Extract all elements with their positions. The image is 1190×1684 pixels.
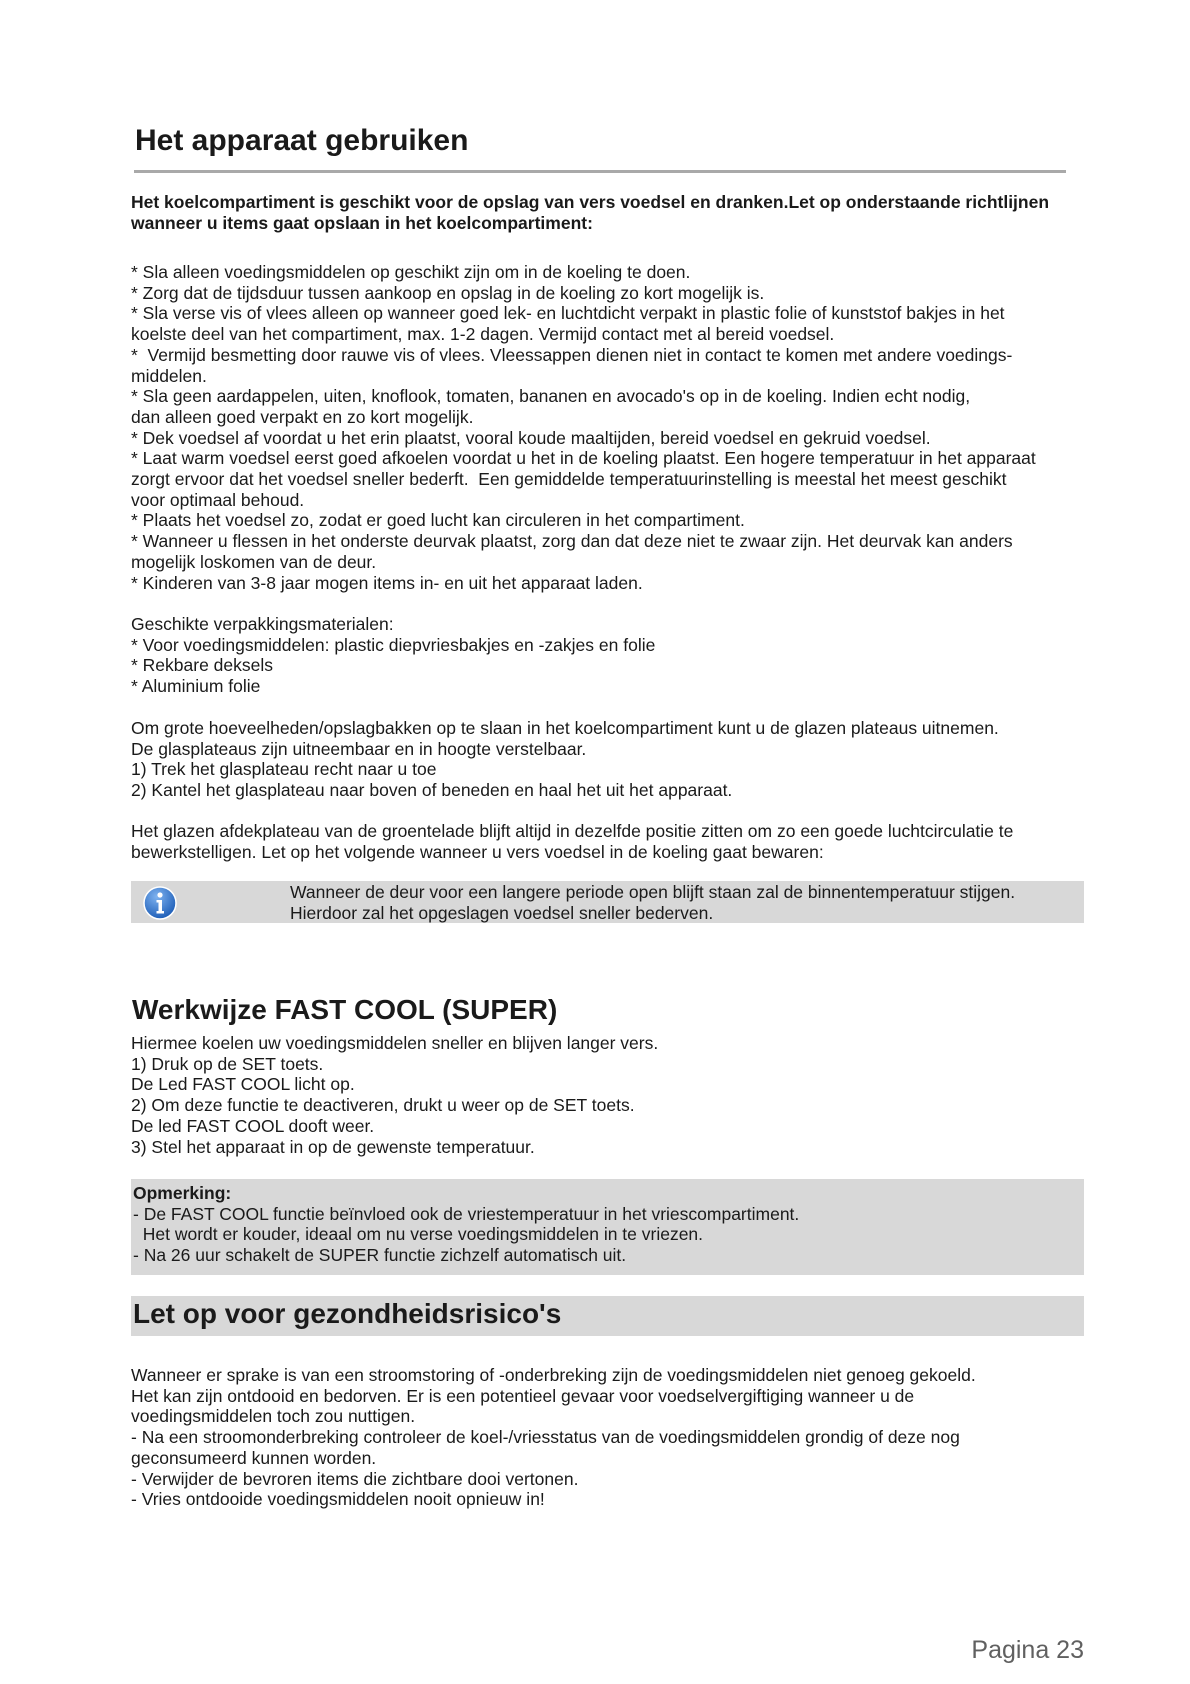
info-line: Wanneer de deur voor een langere periode open blijft staan zal de binnentemperatuur stijgen. xyxy=(290,882,1016,902)
section-title-health-risks: Let op voor gezondheidsrisico's xyxy=(133,1298,562,1329)
instruction-line: De Led FAST COOL licht op. xyxy=(131,1074,355,1095)
health-line: Het kan zijn ontdooid en bedorven. Er is een potentieel gevaar voor voedselvergiftiging wanneer u de xyxy=(131,1385,915,1406)
intro-line: Het koelcompartiment is geschikt voor de opslag van vers voedsel en dranken.Let op onderstaande richtlijnen xyxy=(131,192,1050,212)
page-number: Pagina 23 xyxy=(971,1636,1084,1664)
health-line: geconsumeerd kunnen worden. xyxy=(131,1447,377,1468)
info-box xyxy=(131,881,1084,923)
intro-line: wanneer u items gaat opslaan in het koelcompartiment: xyxy=(131,212,593,233)
info-line: Hierdoor zal het opgeslagen voedsel sneller bederven. xyxy=(290,902,714,923)
note-box xyxy=(131,1179,1084,1275)
instruction-line: 2) Om deze functie te deactiveren, drukt u weer op de SET toets. xyxy=(131,1095,635,1116)
note-line: Het wordt er kouder, ideaal om nu verse voedingsmiddelen in te vriezen. xyxy=(133,1224,704,1245)
health-line: Wanneer er sprake is van een stroomstoring of -onderbreking zijn de voedingsmiddelen niet genoeg gekoeld. xyxy=(131,1365,976,1385)
packaging-heading: Geschikte verpakkingsmaterialen: xyxy=(131,614,394,634)
guideline-line: * Laat warm voedsel eerst goed afkoelen voordat u het in de koeling plaatst. Een hogere temperatuur in het apparaat xyxy=(131,448,1036,469)
guideline-line: * Kinderen van 3-8 jaar mogen items in- en uit het apparaat laden. xyxy=(131,572,643,593)
guideline-line: * Plaats het voedsel zo, zodat er goed lucht kan circuleren in het compartiment. xyxy=(131,510,745,531)
packaging-item: * Aluminium folie xyxy=(131,676,261,697)
instruction-line: De led FAST COOL dooft weer. xyxy=(131,1115,375,1136)
guideline-line: zorgt ervoor dat het voedsel sneller bederft. Een gemiddelde temperatuurinstelling is meestal het meest geschikt xyxy=(131,469,1007,490)
guideline-line: voor optimaal behoud. xyxy=(131,489,305,510)
intro-paragraph xyxy=(131,192,1101,233)
shelves-line: De glasplateaus zijn uitneembaar en in hoogte verstelbaar. xyxy=(131,738,587,759)
guideline-line: koelste deel van het compartiment, max. 1-2 dagen. Vermijd contact met al bereid voedsel. xyxy=(131,324,835,345)
guideline-line: * Sla verse vis of vlees alleen op wanneer goed lek- en luchtdicht verpakt in plastic folie of kunststof bakjes in het xyxy=(131,303,1005,324)
page-title: Het apparaat gebruiken xyxy=(135,124,469,157)
guideline-line: * Wanneer u flessen in het onderste deurvak plaatst, zorg dan dat deze niet te zwaar zijn. Het deurvak kan anders xyxy=(131,531,1013,552)
health-line: - Vries ontdooide voedingsmiddelen nooit opnieuw in! xyxy=(131,1489,545,1510)
note-line: - De FAST COOL functie beïnvloed ook de vriestemperatuur in het vriescompartiment. xyxy=(133,1203,800,1224)
health-risks-paragraph xyxy=(131,1365,1101,1510)
cover-line: Het glazen afdekplateau van de groentelade blijft altijd in dezelfde positie zitten om zo een goede luchtcirculatie te xyxy=(131,821,1014,841)
shelves-line: 2) Kantel het glasplateau naar boven of beneden en haal het uit het apparaat. xyxy=(131,780,733,801)
cover-paragraph xyxy=(131,821,1101,862)
guideline-line: * Zorg dat de tijdsduur tussen aankoop en opslag in de koeling zo kort mogelijk is. xyxy=(131,282,765,303)
note-title: Opmerking: xyxy=(133,1183,232,1203)
packaging-list xyxy=(131,614,1101,697)
cover-line: bewerkstelligen. Let op het volgende wanneer u vers voedsel in de koeling gaat bewaren: xyxy=(131,841,824,862)
guideline-line: dan alleen goed verpakt en zo kort mogelijk. xyxy=(131,406,474,427)
storage-guidelines xyxy=(131,262,1101,593)
shelves-line: 1) Trek het glasplateau recht naar u toe xyxy=(131,759,437,780)
guideline-line: * Vermijd besmetting door rauwe vis of vlees. Vleessappen dienen niet in contact te komen met andere voedings- xyxy=(131,344,1013,365)
packaging-item: * Rekbare deksels xyxy=(131,655,274,676)
instruction-line: 3) Stel het apparaat in op de gewenste temperatuur. xyxy=(131,1136,535,1157)
instruction-line: 1) Druk op de SET toets. xyxy=(131,1053,324,1074)
guideline-line: middelen. xyxy=(131,365,207,386)
guideline-line: * Dek voedsel af voordat u het erin plaatst, vooral koude maaltijden, bereid voedsel en gekruid voedsel. xyxy=(131,427,931,448)
guideline-line: * Sla geen aardappelen, uiten, knoflook, tomaten, bananen en avocado's op in de koeling. Indien echt nodig, xyxy=(131,386,971,407)
health-line: - Na een stroomonderbreking controleer de koel-/vriesstatus van de voedingsmiddelen grondig of deze nog xyxy=(131,1427,960,1448)
section-title-fast-cool: Werkwijze FAST COOL (SUPER) xyxy=(132,994,558,1025)
packaging-item: * Voor voedingsmiddelen: plastic diepvriesbakjes en -zakjes en folie xyxy=(131,634,656,655)
info-text xyxy=(290,882,1015,923)
fast-cool-instructions xyxy=(131,1033,1101,1157)
note-line: - Na 26 uur schakelt de SUPER functie zichzelf automatisch uit. xyxy=(133,1245,627,1266)
guideline-line: mogelijk loskomen van de deur. xyxy=(131,551,377,572)
instruction-line: Hiermee koelen uw voedingsmiddelen sneller en blijven langer vers. xyxy=(131,1033,659,1053)
shelves-line: Om grote hoeveelheden/opslagbakken op te slaan in het koelcompartiment kunt u de glazen plateaus uitnemen. xyxy=(131,718,999,738)
shelves-paragraph xyxy=(131,718,1101,801)
title-underline xyxy=(134,170,1066,173)
health-line: - Verwijder de bevroren items die zichtbare dooi vertonen. xyxy=(131,1468,579,1489)
info-icon xyxy=(143,886,177,920)
guideline-line: * Sla alleen voedingsmiddelen op geschikt zijn om in de koeling te doen. xyxy=(131,262,691,282)
health-line: voedingsmiddelen toch zou nuttigen. xyxy=(131,1406,416,1427)
health-risks-header xyxy=(131,1296,1084,1336)
